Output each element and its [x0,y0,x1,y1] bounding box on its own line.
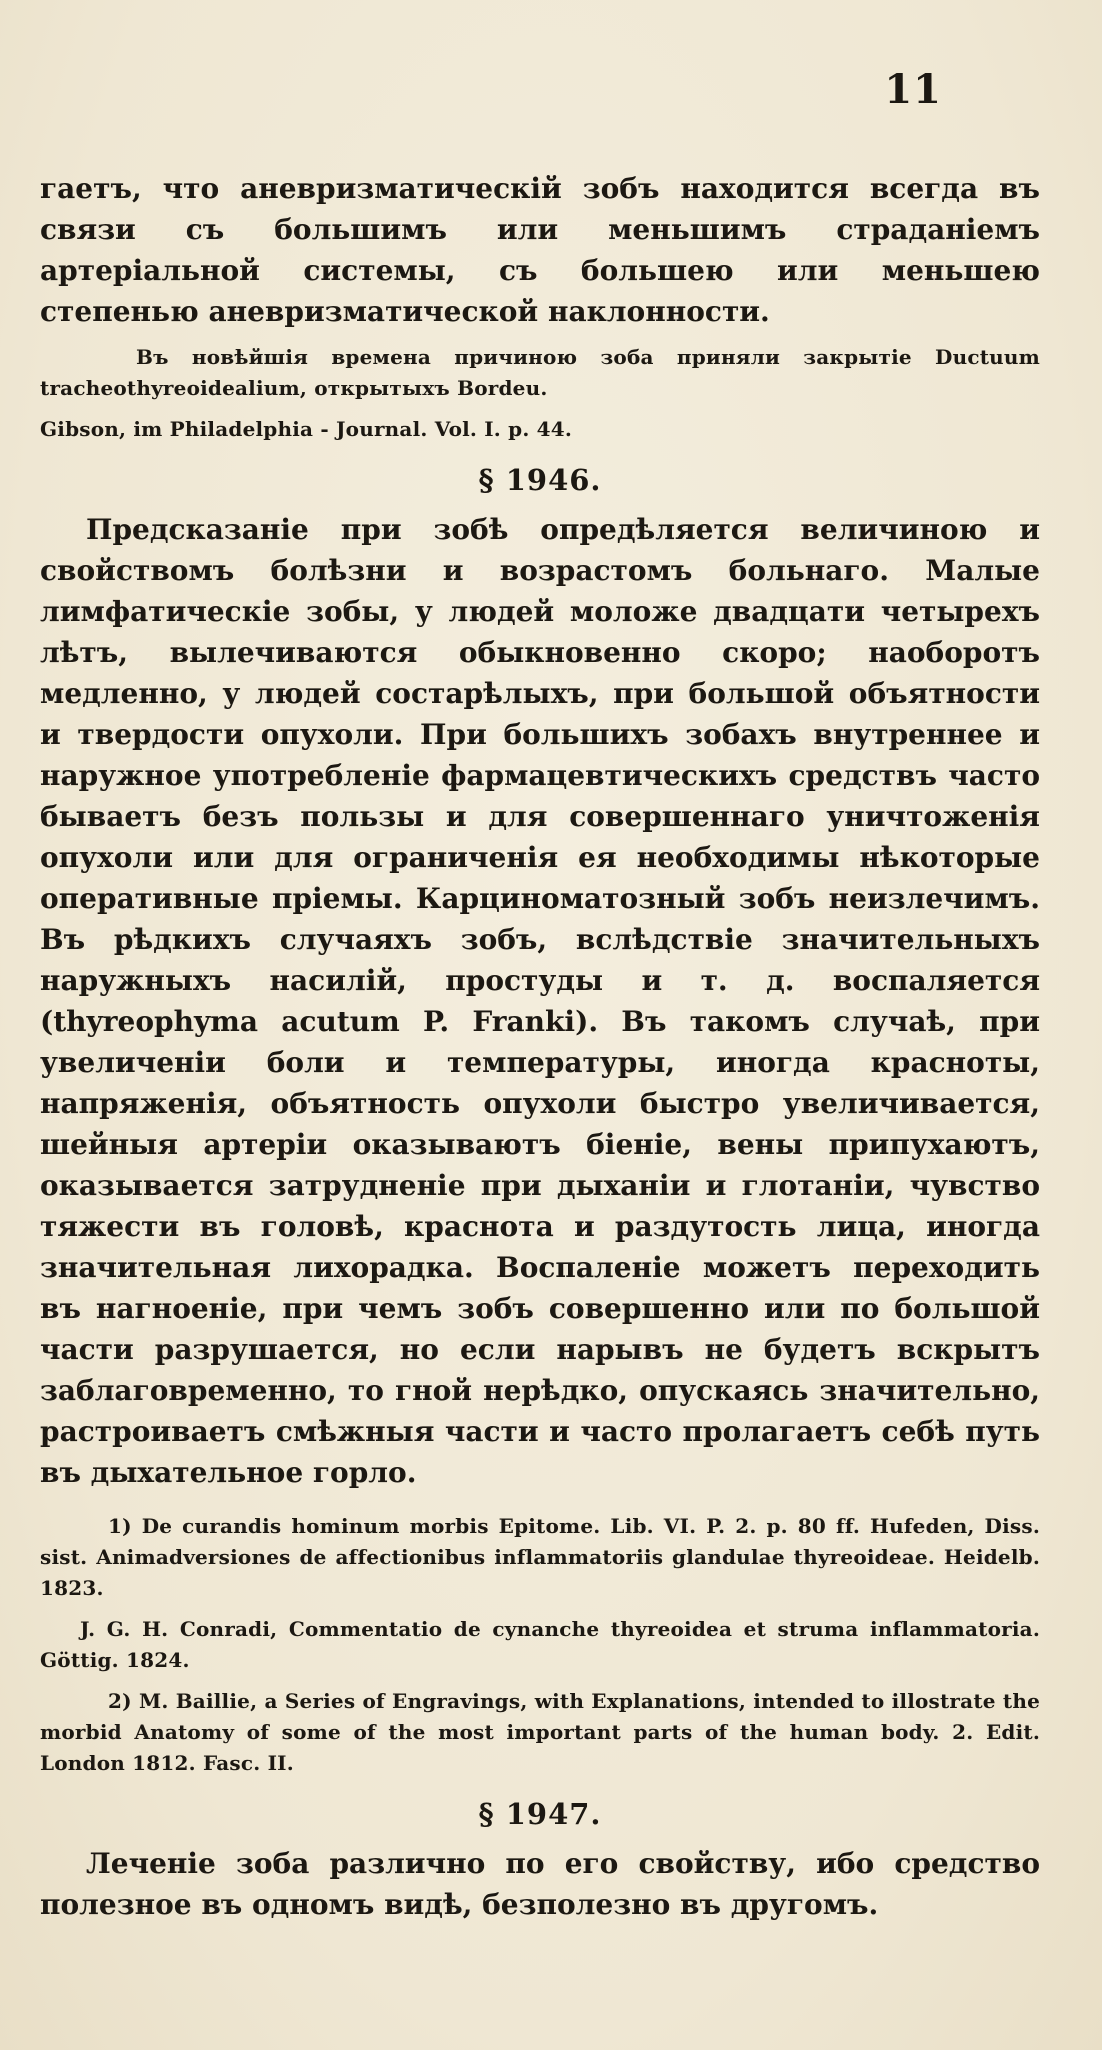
paragraph-aneurysmal-goiter: гаетъ, что аневризматическій зобъ находится всегда въ связи съ большимъ или меньшимъ страданіемъ артеріальной системы, съ большею или меньшею степенью аневризматической наклонности. [40,172,1040,328]
footnote-1: 1) De curandis hominum morbis Epitome. Lib. VI. P. 2. p. 80 ff. Hufeden, Diss. sist. Animadversiones de affectionibus inflammatoriis glandulae thyreoideae. Heidelb. 1823. [40,1514,1040,1600]
page-content [40,168,1040,1925]
note-recent-cause: Въ новѣйшія времена причиною зоба приняли закрытіе Ductuum tracheothyreoidealium, открытыхъ Bordeu. [40,345,1040,400]
section-heading-1947: § 1947. [478,1797,602,1831]
paragraph-prognosis: Предсказаніе при зобѣ опредѣляется величиною и свойствомъ болѣзни и возрастомъ больнаго. Малые лимфатическіе зобы, у людей моложе двадцати четырехъ лѣтъ, вылечиваются обыкновенно скоро; наоборотъ медленно, у людей состарѣлыхъ, при большой объятности и твердости опухоли. При большихъ зобахъ внутреннее и наружное употребленіе фармацевтическихъ средствъ часто бываетъ безъ пользы и для совершеннаго уничтоженія опухоли или для ограниченія ея необходимы нѣкоторые оперативные пріемы. Карциноматозный зобъ неизлечимъ. Въ рѣдкихъ случаяхъ зобъ, вслѣдствіе значительныхъ наружныхъ насилій, простуды и т. д. воспаляется (thyreophyma acutum P. Franki). Въ такомъ случаѣ, при увеличеніи боли и температуры, иногда красноты, напряженія, объятность опухоли быстро увеличивается, шейныя артеріи оказываютъ біеніе, вены припухаютъ, оказывается затрудненіе при дыханіи и глотаніи, чувство тяжести въ головѣ, краснота и раздутость лица, иногда значительная лихорадка. Воспаленіе можетъ переходить въ нагноеніе, при чемъ зобъ совершенно или по большой части разрушается, но если нарывъ не будетъ вскрытъ заблаговременно, то гной нерѣдко, опускаясь значительно, растроиваетъ смѣжныя части и часто пролагаетъ себѣ путь въ дыхательное горло. [40,513,1040,1489]
footnote-2: 2) M. Baillie, a Series of Engravings, with Explanations, intended to illostrate the morbid Anatomy of some of the most important parts of the human body. 2. Edit. London 1812. Fasc. II. [40,1689,1040,1775]
footnote-conradi: J. G. H. Conradi, Commentatio de cynanche thyreoidea et struma inflammatoria. Göttig. 1824. [40,1617,1040,1672]
paragraph-treatment: Леченіе зоба различно по его свойству, ибо средство полезное въ одномъ видѣ, безполезно въ другомъ. [40,1847,1040,1921]
note-gibson-reference: Gibson, im Philadelphia - Journal. Vol. I. p. 44. [40,417,573,441]
section-heading-1946: § 1946. [478,463,602,497]
page-number: 11 [884,66,942,113]
